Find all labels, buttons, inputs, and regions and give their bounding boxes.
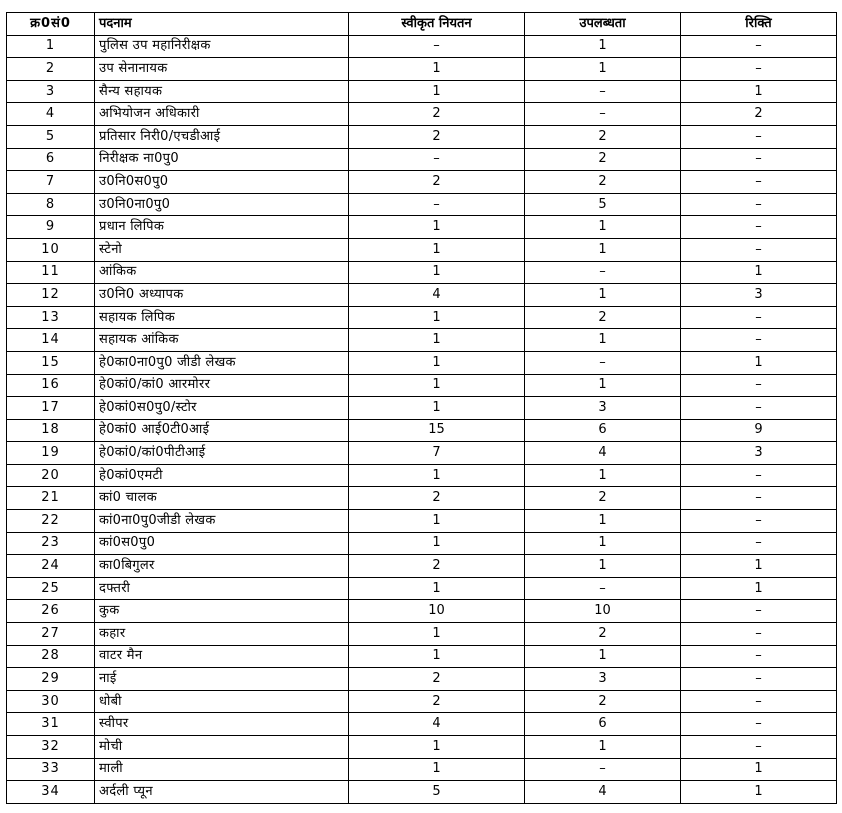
table-row: [7, 758, 837, 781]
sanctioned-cell: 1: [349, 645, 525, 668]
sanctioned-cell: 1: [349, 510, 525, 533]
sanctioned-cell: 1: [349, 216, 525, 239]
table-row: [7, 600, 837, 623]
sanctioned-cell: 2: [349, 487, 525, 510]
available-cell: 2: [525, 125, 681, 148]
table-row: [7, 351, 837, 374]
serial-number-cell: 21: [7, 487, 95, 510]
serial-number-cell: 18: [7, 419, 95, 442]
serial-number-cell: 28: [7, 645, 95, 668]
available-cell: –: [525, 351, 681, 374]
available-cell: 2: [525, 306, 681, 329]
serial-number-cell: 3: [7, 80, 95, 103]
post-name-cell: कां0ना0पु0जीडी लेखक: [95, 510, 349, 533]
post-name-cell: दफ्तरी: [95, 577, 349, 600]
vacancy-cell: 1: [681, 781, 837, 804]
post-name-cell: वाटर मैन: [95, 645, 349, 668]
header-serial-number: क्र0सं0: [7, 13, 95, 36]
header-available: उपलब्धता: [525, 13, 681, 36]
table-row: [7, 487, 837, 510]
vacancy-cell: 9: [681, 419, 837, 442]
serial-number-cell: 8: [7, 193, 95, 216]
sanctioned-cell: 4: [349, 284, 525, 307]
post-name-cell: हे0कां0/कां0पीटीआई: [95, 442, 349, 465]
vacancy-cell: –: [681, 216, 837, 239]
post-name-cell: निरीक्षक ना0पु0: [95, 148, 349, 171]
serial-number-cell: 5: [7, 125, 95, 148]
serial-number-cell: 29: [7, 668, 95, 691]
post-name-cell: कां0स0पु0: [95, 532, 349, 555]
sanctioned-cell: 2: [349, 668, 525, 691]
post-name-cell: प्रधान लिपिक: [95, 216, 349, 239]
vacancy-cell: 1: [681, 555, 837, 578]
vacancy-cell: 3: [681, 284, 837, 307]
available-cell: 1: [525, 329, 681, 352]
sanctioned-cell: 2: [349, 690, 525, 713]
available-cell: 1: [525, 532, 681, 555]
serial-number-cell: 20: [7, 464, 95, 487]
sanctioned-cell: 1: [349, 80, 525, 103]
available-cell: 2: [525, 623, 681, 646]
available-cell: 1: [525, 35, 681, 58]
vacancy-cell: –: [681, 510, 837, 533]
vacancy-cell: –: [681, 329, 837, 352]
available-cell: 6: [525, 713, 681, 736]
serial-number-cell: 31: [7, 713, 95, 736]
serial-number-cell: 6: [7, 148, 95, 171]
post-name-cell: हे0कां0स0पु0/स्टोर: [95, 397, 349, 420]
post-name-cell: प्रतिसार निरी0/एचडीआई: [95, 125, 349, 148]
post-name-cell: का0बिगुलर: [95, 555, 349, 578]
vacancy-cell: 3: [681, 442, 837, 465]
header-row: [7, 13, 837, 36]
sanctioned-cell: 10: [349, 600, 525, 623]
table-row: [7, 125, 837, 148]
vacancy-cell: –: [681, 374, 837, 397]
vacancy-cell: –: [681, 58, 837, 81]
serial-number-cell: 15: [7, 351, 95, 374]
sanctioned-cell: 1: [349, 758, 525, 781]
sanctioned-cell: –: [349, 193, 525, 216]
table-row: [7, 284, 837, 307]
table-row: [7, 555, 837, 578]
post-name-cell: उप सेनानायक: [95, 58, 349, 81]
post-name-cell: उ0नि0स0पु0: [95, 171, 349, 194]
available-cell: 1: [525, 238, 681, 261]
serial-number-cell: 19: [7, 442, 95, 465]
serial-number-cell: 34: [7, 781, 95, 804]
sanctioned-cell: 2: [349, 555, 525, 578]
serial-number-cell: 25: [7, 577, 95, 600]
available-cell: 1: [525, 374, 681, 397]
serial-number-cell: 7: [7, 171, 95, 194]
table-row: [7, 216, 837, 239]
table-row: [7, 306, 837, 329]
vacancy-cell: 1: [681, 758, 837, 781]
staff-strength-table: [6, 12, 837, 804]
serial-number-cell: 24: [7, 555, 95, 578]
vacancy-cell: –: [681, 645, 837, 668]
sanctioned-cell: 5: [349, 781, 525, 804]
sanctioned-cell: 1: [349, 532, 525, 555]
table-row: [7, 374, 837, 397]
sanctioned-cell: 2: [349, 171, 525, 194]
vacancy-cell: –: [681, 464, 837, 487]
serial-number-cell: 11: [7, 261, 95, 284]
vacancy-cell: –: [681, 487, 837, 510]
vacancy-cell: 1: [681, 80, 837, 103]
available-cell: 1: [525, 216, 681, 239]
available-cell: 4: [525, 781, 681, 804]
sanctioned-cell: 1: [349, 261, 525, 284]
table-row: [7, 668, 837, 691]
table-row: [7, 148, 837, 171]
vacancy-cell: –: [681, 35, 837, 58]
vacancy-cell: –: [681, 171, 837, 194]
available-cell: 1: [525, 284, 681, 307]
available-cell: 5: [525, 193, 681, 216]
table-row: [7, 781, 837, 804]
vacancy-cell: 1: [681, 261, 837, 284]
available-cell: 1: [525, 464, 681, 487]
table-row: [7, 736, 837, 759]
vacancy-cell: –: [681, 713, 837, 736]
serial-number-cell: 30: [7, 690, 95, 713]
available-cell: 10: [525, 600, 681, 623]
vacancy-cell: –: [681, 623, 837, 646]
post-name-cell: उ0नि0ना0पु0: [95, 193, 349, 216]
header-sanctioned: स्वीकृत नियतन: [349, 13, 525, 36]
vacancy-cell: –: [681, 736, 837, 759]
serial-number-cell: 23: [7, 532, 95, 555]
header-post-name: पदनाम: [95, 13, 349, 36]
table-row: [7, 238, 837, 261]
vacancy-cell: –: [681, 600, 837, 623]
sanctioned-cell: 2: [349, 103, 525, 126]
available-cell: –: [525, 80, 681, 103]
sanctioned-cell: 1: [349, 374, 525, 397]
post-name-cell: नाई: [95, 668, 349, 691]
serial-number-cell: 1: [7, 35, 95, 58]
available-cell: –: [525, 261, 681, 284]
post-name-cell: सैन्य सहायक: [95, 80, 349, 103]
table-body: [7, 35, 837, 803]
header-vacancy: रिक्ति: [681, 13, 837, 36]
table-row: [7, 713, 837, 736]
vacancy-cell: –: [681, 125, 837, 148]
post-name-cell: स्टेनो: [95, 238, 349, 261]
table-row: [7, 645, 837, 668]
post-name-cell: अर्दली प्यून: [95, 781, 349, 804]
sanctioned-cell: 7: [349, 442, 525, 465]
sanctioned-cell: 1: [349, 329, 525, 352]
serial-number-cell: 4: [7, 103, 95, 126]
post-name-cell: अभियोजन अधिकारी: [95, 103, 349, 126]
post-name-cell: हे0कां0एमटी: [95, 464, 349, 487]
table-row: [7, 419, 837, 442]
available-cell: 1: [525, 58, 681, 81]
available-cell: 1: [525, 736, 681, 759]
post-name-cell: धोबी: [95, 690, 349, 713]
available-cell: 3: [525, 397, 681, 420]
post-name-cell: स्वीपर: [95, 713, 349, 736]
sanctioned-cell: 4: [349, 713, 525, 736]
available-cell: –: [525, 577, 681, 600]
post-name-cell: कुक: [95, 600, 349, 623]
vacancy-cell: 1: [681, 351, 837, 374]
post-name-cell: पुलिस उप महानिरीक्षक: [95, 35, 349, 58]
sanctioned-cell: 1: [349, 736, 525, 759]
available-cell: –: [525, 103, 681, 126]
sanctioned-cell: 1: [349, 306, 525, 329]
table-row: [7, 80, 837, 103]
serial-number-cell: 32: [7, 736, 95, 759]
post-name-cell: हे0का0ना0पु0 जीडी लेखक: [95, 351, 349, 374]
sanctioned-cell: 1: [349, 58, 525, 81]
available-cell: 1: [525, 555, 681, 578]
serial-number-cell: 16: [7, 374, 95, 397]
table-row: [7, 510, 837, 533]
available-cell: 1: [525, 510, 681, 533]
post-name-cell: मोची: [95, 736, 349, 759]
table-row: [7, 464, 837, 487]
table-row: [7, 532, 837, 555]
vacancy-cell: –: [681, 668, 837, 691]
post-name-cell: उ0नि0 अध्यापक: [95, 284, 349, 307]
post-name-cell: माली: [95, 758, 349, 781]
table-row: [7, 329, 837, 352]
table-row: [7, 261, 837, 284]
vacancy-cell: –: [681, 690, 837, 713]
sanctioned-cell: 2: [349, 125, 525, 148]
available-cell: 6: [525, 419, 681, 442]
serial-number-cell: 14: [7, 329, 95, 352]
table-row: [7, 58, 837, 81]
serial-number-cell: 9: [7, 216, 95, 239]
post-name-cell: हे0कां0 आई0टी0आई: [95, 419, 349, 442]
sanctioned-cell: –: [349, 35, 525, 58]
vacancy-cell: –: [681, 397, 837, 420]
serial-number-cell: 13: [7, 306, 95, 329]
vacancy-cell: –: [681, 148, 837, 171]
sanctioned-cell: 1: [349, 577, 525, 600]
vacancy-cell: 1: [681, 577, 837, 600]
sanctioned-cell: 1: [349, 623, 525, 646]
table-row: [7, 103, 837, 126]
available-cell: 1: [525, 645, 681, 668]
sanctioned-cell: 15: [349, 419, 525, 442]
table-row: [7, 397, 837, 420]
serial-number-cell: 22: [7, 510, 95, 533]
vacancy-cell: –: [681, 532, 837, 555]
serial-number-cell: 17: [7, 397, 95, 420]
table-header: [7, 13, 837, 36]
available-cell: 2: [525, 148, 681, 171]
sanctioned-cell: 1: [349, 464, 525, 487]
post-name-cell: सहायक लिपिक: [95, 306, 349, 329]
post-name-cell: आंकिक: [95, 261, 349, 284]
table-row: [7, 35, 837, 58]
post-name-cell: सहायक आंकिक: [95, 329, 349, 352]
table-row: [7, 193, 837, 216]
table-row: [7, 690, 837, 713]
available-cell: 4: [525, 442, 681, 465]
post-name-cell: हे0कां0/कां0 आरमोरर: [95, 374, 349, 397]
available-cell: 3: [525, 668, 681, 691]
post-name-cell: कहार: [95, 623, 349, 646]
table-row: [7, 442, 837, 465]
sanctioned-cell: 1: [349, 397, 525, 420]
available-cell: 2: [525, 690, 681, 713]
vacancy-cell: –: [681, 193, 837, 216]
serial-number-cell: 27: [7, 623, 95, 646]
table-row: [7, 623, 837, 646]
serial-number-cell: 12: [7, 284, 95, 307]
vacancy-cell: 2: [681, 103, 837, 126]
serial-number-cell: 2: [7, 58, 95, 81]
table-row: [7, 171, 837, 194]
sanctioned-cell: 1: [349, 351, 525, 374]
serial-number-cell: 26: [7, 600, 95, 623]
serial-number-cell: 10: [7, 238, 95, 261]
available-cell: –: [525, 758, 681, 781]
table-row: [7, 577, 837, 600]
vacancy-cell: –: [681, 238, 837, 261]
available-cell: 2: [525, 487, 681, 510]
vacancy-cell: –: [681, 306, 837, 329]
sanctioned-cell: –: [349, 148, 525, 171]
available-cell: 2: [525, 171, 681, 194]
serial-number-cell: 33: [7, 758, 95, 781]
sanctioned-cell: 1: [349, 238, 525, 261]
post-name-cell: कां0 चालक: [95, 487, 349, 510]
